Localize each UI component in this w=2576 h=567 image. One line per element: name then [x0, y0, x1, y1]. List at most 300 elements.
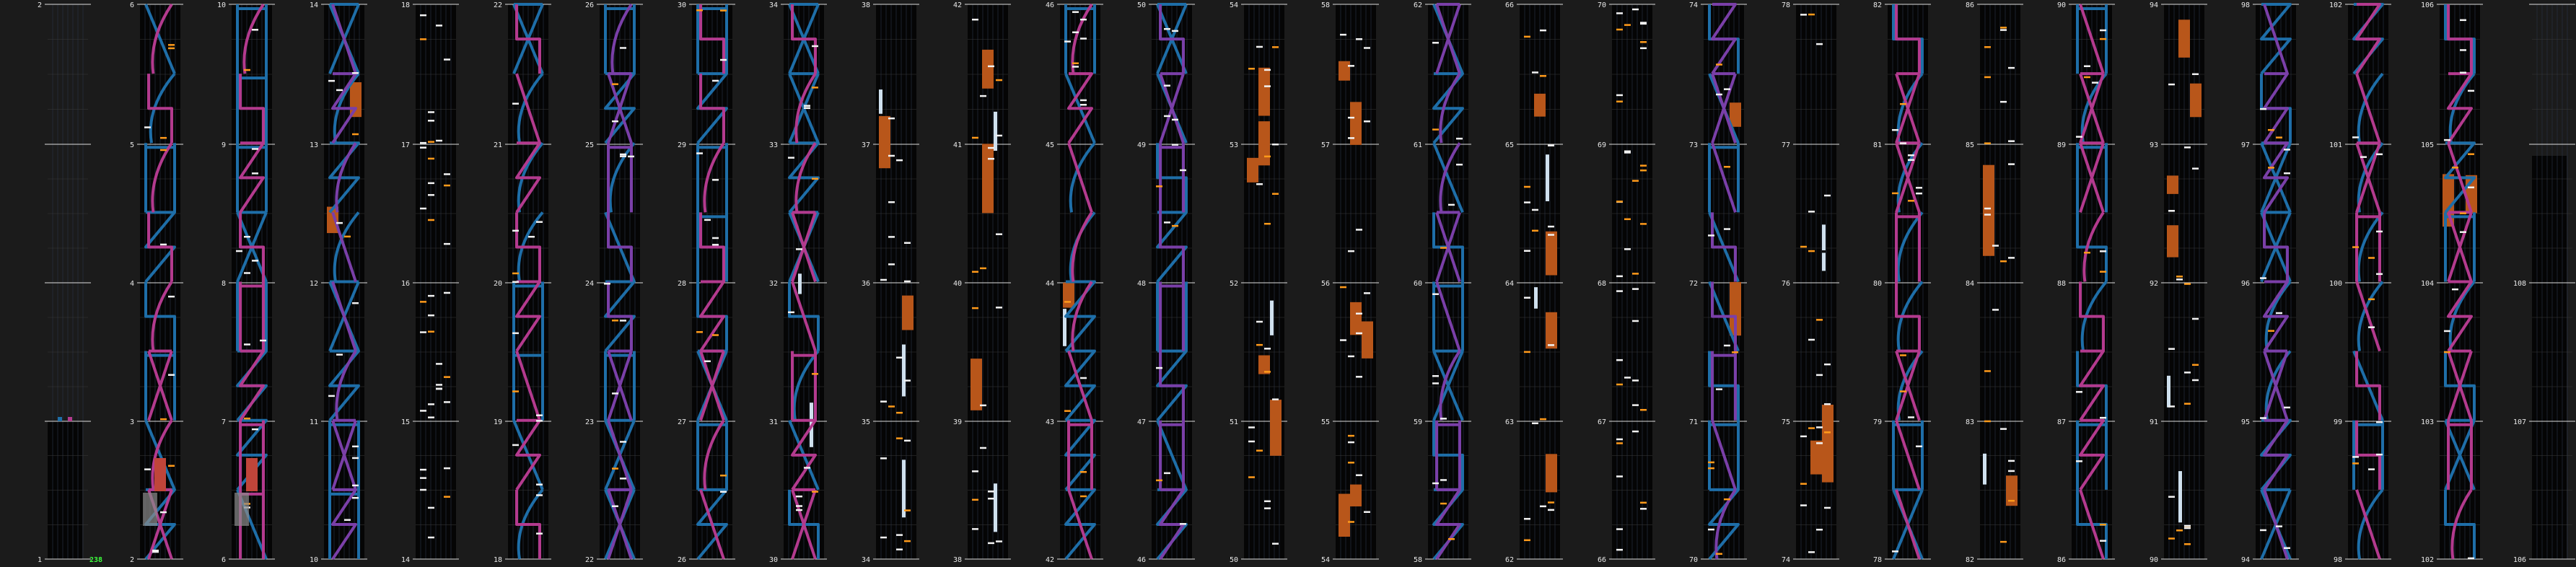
measure-number: 23: [584, 418, 594, 426]
measure-number: 11: [309, 418, 318, 426]
tap-note: [1616, 549, 1623, 551]
chart-column: [597, 4, 643, 559]
tap-note: [788, 157, 794, 159]
hold-note: [2190, 84, 2202, 118]
hold-note: [902, 345, 906, 397]
tap-note: [428, 141, 434, 143]
tap-note: [2268, 330, 2274, 332]
tap-note: [2168, 496, 2175, 498]
tap-note: [888, 236, 895, 238]
tap-note: [1348, 65, 1354, 67]
tap-note: [1172, 30, 1178, 32]
tap-note: [988, 158, 994, 160]
tap-note: [904, 379, 911, 382]
tap-note: [2184, 527, 2191, 529]
tap-note: [1064, 301, 1071, 303]
chart-column: [413, 4, 459, 559]
measure-number: 21: [493, 141, 502, 149]
tap-note: [1616, 528, 1623, 530]
tap-note: [904, 281, 911, 283]
measure-number: 46: [1136, 556, 1146, 564]
tap-note: [1080, 377, 1087, 379]
measure-number: 7: [221, 418, 226, 426]
tap-note: [2368, 257, 2375, 259]
tap-note: [352, 446, 359, 448]
measure-number: 76: [1781, 280, 1790, 288]
tap-note: [2192, 74, 2199, 76]
tap-note: [1440, 479, 1447, 481]
tap-note: [980, 268, 986, 270]
tap-note: [1640, 22, 1647, 24]
chart-column: [1977, 4, 2023, 559]
tap-note: [1348, 137, 1354, 139]
tap-note: [796, 496, 802, 498]
tap-note: [160, 137, 167, 139]
tap-note: [260, 340, 266, 342]
measure-number: 18: [400, 1, 410, 9]
tap-note: [1264, 348, 1271, 350]
measure-number: 86: [2056, 556, 2066, 564]
tap-note: [996, 540, 1002, 542]
tap-note: [1916, 187, 1922, 189]
measure-number: 74: [1781, 556, 1790, 564]
tap-note: [428, 416, 434, 418]
tap-note: [444, 173, 450, 175]
tap-note: [1624, 248, 1631, 250]
measure-number: 10: [216, 1, 226, 9]
tap-note: [1180, 523, 1186, 525]
hold-note: [1822, 224, 1826, 250]
tap-note: [1616, 201, 1623, 203]
tap-note: [2100, 30, 2106, 32]
tap-note: [1992, 309, 1999, 311]
tap-note: [1800, 14, 1807, 16]
measure-number: 100: [2329, 280, 2342, 288]
measure-number: 32: [768, 280, 778, 288]
measure-number: 54: [1320, 556, 1330, 564]
tap-note: [972, 307, 978, 309]
measure-number: 108: [2513, 280, 2526, 288]
tap-note: [1432, 483, 1439, 485]
tap-note: [1364, 47, 1370, 49]
tap-note: [1264, 85, 1271, 87]
tap-note: [2376, 273, 2383, 276]
tap-note: [444, 376, 450, 378]
tap-note: [2184, 403, 2191, 405]
chart-column: [1333, 4, 1379, 559]
tap-note: [420, 489, 426, 491]
tap-note: [896, 412, 903, 414]
measure-number: 5: [129, 141, 134, 149]
chart-column: [965, 4, 1011, 559]
hold-note: [1822, 429, 1834, 483]
tap-note: [2192, 379, 2199, 382]
measure-number: 75: [1781, 418, 1790, 426]
tap-note: [144, 468, 151, 470]
tap-note: [536, 414, 543, 416]
tap-note: [2260, 108, 2266, 110]
tap-note: [1816, 529, 1823, 531]
tap-note: [512, 444, 519, 447]
tap-note: [244, 69, 250, 71]
measure-number: 50: [1229, 556, 1238, 564]
tap-note: [444, 292, 450, 294]
tap-note: [2376, 154, 2383, 156]
tap-note: [988, 147, 994, 149]
tap-note: [612, 120, 618, 123]
tap-note: [236, 250, 242, 252]
tap-note: [880, 457, 887, 460]
tap-note: [1716, 63, 1722, 66]
tap-note: [888, 155, 895, 157]
measure-number: 65: [1504, 141, 1514, 149]
tap-note: [2092, 82, 2098, 84]
tap-note: [2168, 537, 2175, 540]
tap-note: [428, 183, 434, 185]
tap-note: [812, 87, 818, 89]
measure-number: 47: [1136, 418, 1146, 426]
tap-note: [2260, 529, 2266, 532]
tap-note: [444, 401, 450, 403]
tap-note: [628, 156, 634, 158]
tap-note: [1548, 344, 1554, 346]
hold-note: [902, 463, 906, 495]
tap-note: [1156, 367, 1162, 369]
tap-note: [972, 528, 978, 530]
tap-note: [2184, 525, 2191, 527]
tap-note: [1824, 195, 1831, 197]
chart-lanes: [45, 4, 2575, 559]
tap-note: [880, 279, 887, 281]
hold-note: [879, 116, 890, 168]
tap-note: [1080, 496, 1087, 498]
tap-note: [1816, 374, 1823, 377]
tap-note: [444, 243, 450, 245]
measure-number: 90: [2056, 1, 2066, 9]
chart-column: [2437, 4, 2483, 559]
tap-note: [1732, 351, 1738, 353]
measure-number: 78: [1872, 556, 1882, 564]
tap-note: [1348, 441, 1354, 444]
hold-note: [154, 458, 166, 491]
hold-note: [2178, 19, 2190, 58]
chart-column: [2161, 4, 2207, 559]
tap-note: [252, 260, 258, 262]
measure-number: 22: [584, 556, 594, 564]
tap-note: [1356, 474, 1362, 476]
measure-number: 69: [1597, 141, 1606, 149]
measure-number: 22: [493, 1, 502, 9]
tap-note: [1724, 345, 1730, 347]
tap-note: [2352, 246, 2359, 248]
tap-note: [160, 418, 167, 421]
tap-note: [2276, 525, 2282, 527]
tap-note: [1364, 292, 1370, 294]
tap-note: [988, 542, 994, 545]
tap-note: [436, 25, 442, 27]
measure-number: 95: [2240, 418, 2250, 426]
hold-note: [1270, 400, 1282, 456]
measure-number: 58: [1320, 1, 1330, 9]
tap-note: [796, 509, 802, 511]
measure-number: 56: [1320, 280, 1330, 288]
hold-note: [1983, 165, 1994, 215]
tap-note: [2468, 90, 2474, 92]
chart-column: [137, 4, 183, 559]
tap-note: [904, 242, 911, 244]
start-marker: [58, 417, 62, 421]
tap-note: [696, 9, 703, 12]
measure-number: 14: [309, 1, 318, 9]
tap-note: [2192, 318, 2199, 320]
tap-note: [620, 441, 626, 443]
tap-note: [1524, 36, 1530, 38]
tap-note: [2468, 187, 2474, 189]
measure-number: 49: [1136, 141, 1146, 149]
measure-number: 106: [2420, 1, 2434, 9]
chart-column: [1885, 4, 1931, 559]
tap-note: [1708, 234, 1714, 237]
tap-note: [2284, 172, 2290, 175]
tap-note: [1348, 462, 1354, 464]
tap-note: [1624, 219, 1631, 221]
tap-note: [1164, 115, 1170, 118]
tap-note: [2284, 547, 2290, 549]
tap-note: [972, 271, 978, 273]
tap-note: [812, 491, 818, 493]
measure-number: 34: [861, 556, 870, 564]
tap-note: [1616, 439, 1623, 441]
tap-note: [1540, 75, 1546, 77]
tap-note: [1164, 472, 1170, 475]
tap-note: [612, 392, 618, 395]
tap-note: [1616, 101, 1623, 103]
hold-note: [143, 493, 157, 526]
tap-note: [1164, 84, 1170, 87]
measure-number: 64: [1504, 280, 1514, 288]
tap-note: [1632, 404, 1639, 406]
tap-note: [1264, 223, 1271, 225]
tap-note: [2100, 38, 2106, 40]
measure-number: 79: [1872, 418, 1882, 426]
measure-number: 70: [1688, 556, 1698, 564]
measure-number: 29: [677, 141, 686, 149]
tap-note: [168, 374, 175, 376]
measure-number: 99: [2333, 418, 2342, 426]
chart-column: [321, 4, 367, 559]
tap-note: [428, 403, 434, 405]
tap-note: [420, 208, 426, 210]
hold-note: [1983, 454, 1986, 485]
tap-note: [512, 230, 519, 232]
tap-note: [512, 281, 519, 284]
tap-note: [244, 343, 250, 346]
tap-note: [1272, 542, 1279, 545]
hold-note: [994, 112, 997, 151]
tap-note: [2008, 163, 2015, 165]
tap-note: [1984, 208, 1991, 210]
tap-note: [1248, 476, 1255, 478]
tap-note: [1808, 14, 1815, 16]
tap-note: [2168, 210, 2175, 212]
tap-note: [1456, 138, 1463, 140]
tap-note: [2468, 558, 2474, 560]
tap-note: [1616, 442, 1623, 444]
tap-note: [1616, 94, 1623, 97]
tap-note: [1616, 12, 1623, 14]
tap-note: [2100, 540, 2106, 542]
tap-note: [328, 395, 335, 397]
tap-note: [1540, 30, 1546, 32]
tap-note: [1808, 551, 1815, 553]
tap-note: [1916, 193, 1922, 195]
tap-note: [1080, 471, 1087, 473]
measure-number: 9: [221, 141, 226, 149]
hold-note: [1270, 301, 1274, 335]
tap-note: [428, 330, 434, 333]
tap-note: [1172, 225, 1178, 227]
hold-note: [1258, 68, 1270, 116]
tap-note: [980, 95, 986, 97]
measure-number: 60: [1413, 280, 1422, 288]
measure-number: 87: [2056, 418, 2066, 426]
tap-note: [2192, 364, 2199, 366]
tap-note: [2176, 276, 2183, 278]
measure-number: 106: [2513, 556, 2526, 564]
tap-note: [428, 507, 434, 509]
tap-note: [788, 312, 794, 314]
tap-note: [1072, 11, 1079, 12]
measure-number: 88: [2056, 280, 2066, 288]
measure-number: 102: [2420, 556, 2434, 564]
chart-column: [45, 4, 91, 559]
tap-note: [1072, 32, 1079, 34]
tap-note: [904, 540, 911, 542]
tap-note: [352, 497, 359, 499]
tap-note: [1908, 154, 1914, 157]
tap-note: [2100, 271, 2106, 273]
measure-number: 37: [861, 141, 870, 149]
tap-note: [2268, 129, 2274, 131]
tap-note: [1548, 226, 1554, 228]
measure-number: 84: [1965, 280, 1974, 288]
tap-note: [1256, 344, 1263, 346]
tap-note: [1800, 436, 1807, 438]
measure-number: 38: [861, 1, 870, 9]
measure-number: 73: [1688, 141, 1698, 149]
measure-number: 97: [2240, 141, 2250, 149]
measure-number: 72: [1688, 280, 1698, 288]
tap-note: [168, 296, 175, 298]
hold-note: [1534, 287, 1538, 309]
chart-column: [2253, 4, 2299, 559]
chart-column: [505, 4, 551, 559]
tap-note: [536, 221, 543, 223]
hold-note: [2178, 471, 2182, 522]
start-marker: [68, 417, 72, 421]
tap-note: [2100, 250, 2106, 252]
measure-number: 58: [1413, 556, 1422, 564]
measure-number: 57: [1320, 141, 1330, 149]
measure-number: 48: [1136, 280, 1146, 288]
chart-column: [1701, 4, 1747, 559]
tap-note: [420, 142, 426, 144]
tap-note: [1900, 354, 1906, 356]
tap-note: [1256, 449, 1263, 452]
tap-note: [2000, 260, 2007, 263]
chart-column: [1793, 4, 1839, 559]
tap-note: [1984, 46, 1991, 48]
tap-note: [1248, 68, 1255, 70]
tap-note: [1432, 293, 1439, 295]
tap-note: [1624, 377, 1631, 379]
measure-number: 20: [493, 280, 502, 288]
hold-note: [1247, 158, 1258, 183]
hold-note: [1822, 252, 1826, 271]
tap-note: [336, 89, 343, 92]
measure-number: 91: [2149, 418, 2158, 426]
tap-note: [512, 333, 519, 335]
measure-number: 98: [2333, 556, 2342, 564]
hold-note: [2167, 225, 2178, 257]
tap-note: [2176, 529, 2183, 532]
tap-note: [720, 475, 727, 477]
measure-number: 30: [768, 556, 778, 564]
tap-note: [536, 483, 543, 485]
tap-note: [1808, 250, 1815, 252]
measure-number: 77: [1781, 141, 1790, 149]
measure-number: 15: [400, 418, 410, 426]
tap-note: [1548, 234, 1554, 236]
tap-note: [352, 72, 359, 74]
hold-note: [1362, 322, 1373, 359]
tap-note: [1632, 431, 1639, 433]
chart-column: [781, 4, 827, 559]
tap-note: [252, 172, 258, 175]
tap-note: [2376, 421, 2383, 423]
measure-number: 13: [309, 141, 318, 149]
tap-note: [2376, 231, 2383, 233]
tap-note: [812, 178, 818, 180]
measure-number: 54: [1229, 1, 1238, 9]
tap-note: [144, 126, 151, 128]
tap-note: [336, 353, 343, 356]
measure-number: 2: [37, 1, 42, 9]
tap-note: [720, 491, 727, 493]
tap-note: [352, 302, 359, 304]
tap-note: [1356, 333, 1362, 335]
tap-note: [1348, 356, 1354, 358]
tap-note: [2284, 149, 2290, 151]
tap-note: [420, 38, 426, 40]
tap-note: [2276, 136, 2282, 139]
tap-note: [428, 295, 434, 297]
tap-note: [2468, 153, 2474, 155]
hold-note: [879, 89, 882, 114]
tap-note: [244, 418, 250, 420]
tap-note: [1816, 442, 1823, 444]
tap-note: [536, 532, 543, 535]
measure-number: 82: [1872, 1, 1882, 9]
tap-note: [2352, 462, 2359, 465]
tap-note: [1356, 229, 1362, 231]
tap-note: [720, 59, 727, 61]
measure-number: 2: [129, 556, 134, 564]
tap-note: [1272, 398, 1279, 400]
hold-note: [1546, 232, 1557, 276]
measure-number: 52: [1229, 280, 1238, 288]
hold-note: [1810, 441, 1822, 475]
